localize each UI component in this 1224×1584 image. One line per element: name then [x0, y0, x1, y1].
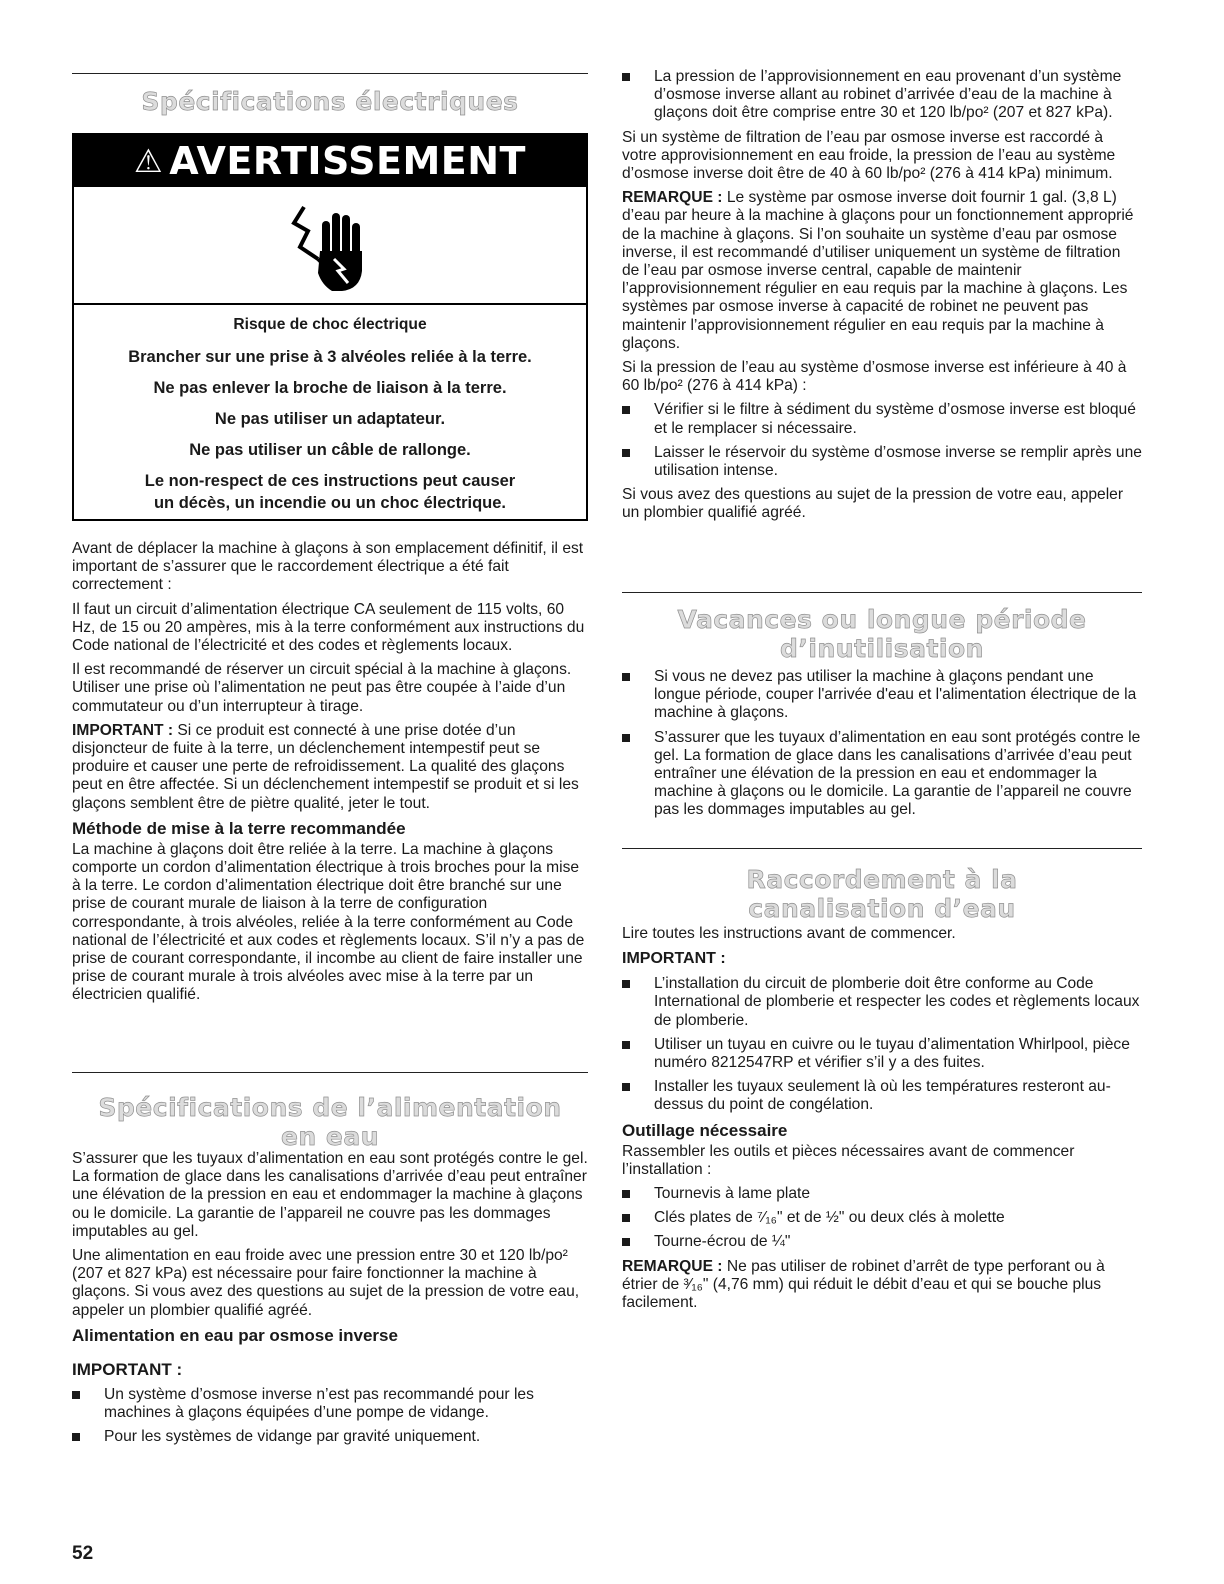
important-heading: IMPORTANT : — [72, 1359, 183, 1379]
ro-cont-bullets — [622, 68, 1142, 123]
warning-divider — [74, 303, 586, 305]
note-label: REMARQUE : — [622, 189, 723, 207]
paragraph: Il est recommandé de réserver un circuit spécial à la machine à glaçons. Utiliser une prise où l’alimentation ne peut pas être coupée à l’aide d’un commutateur ou d’un interrupteur à tirage. — [72, 661, 572, 715]
tools-heading: Outillage nécessaire — [622, 1120, 788, 1140]
list-item: La pression de l’approvisionnement en eau provenant d’un système d’osmose inverse allant au robinet d’arrivée d’eau de la machine à glaçons doit être comprise entre 30 et 120 lb/po² (207 et 827 kPa). — [622, 68, 1142, 123]
paragraph: La machine à glaçons doit être reliée à la terre. La machine à glaçons comporte un cordon d’alimentation électrique à trois broches pour la mise à la terre. Le cordon d’alimentation électrique doit être branché sur une prise de courant murale de liaison à la terre de configuration correspondante, à trois alvéoles, reliée à la terre conformément au Code national de l’électricité et aux codes et règlements locaux. S’il n’y a pas de prise de courant correspondante, il incombe au client de faire installer une prise de courant murale à trois alvéoles avec mise à la terre par un électricien qualifié. — [72, 840, 585, 1004]
list-item: Tourne-écrou de ¼" — [622, 1233, 1142, 1251]
plumbing-title-line2: canalisation d’eau — [748, 894, 1016, 923]
paragraph: Rassembler les outils et pièces nécessaires avant de commencer l’installation : — [622, 1142, 1075, 1178]
paragraph: Si vous avez des questions au sujet de la pression de votre eau, appeler un plombier qualifié agréé. — [622, 486, 1124, 522]
water-supply-title-line1: Spécifications de l’alimentation — [98, 1093, 562, 1122]
warning-line: un décès, un incendie ou un choc électrique. — [153, 494, 507, 512]
paragraph: Avant de déplacer la machine à glaçons à son emplacement définitif, il est important de s’assurer que le raccordement électrique a été fait correctement : — [72, 540, 584, 594]
list-item: Vérifier si le filtre à sédiment du système d’osmose inverse est bloqué et le remplacer si nécessaire. — [622, 401, 1142, 437]
warning-triangle-icon: ⚠ — [134, 142, 164, 180]
list-item: Clés plates de ⁷⁄₁₆" et de ½" ou deux clés à molette — [622, 1209, 1142, 1227]
ro-heading: Alimentation en eau par osmose inverse — [72, 1325, 398, 1345]
paragraph: Si un système de filtration de l’eau par osmose inverse est raccordé à votre approvisionnement en eau froide, la pression de l’eau au système d’osmose inverse doit être de 40 à 60 lb/po² (276 à 414 kPa) minimum. — [622, 128, 1116, 183]
note-text: Ne pas utiliser de robinet d’arrêt de type perforant ou à étrier de ³⁄₁₆" (4,76 mm) qui réduit le débit d’eau et qui se bouche plus facilement. — [622, 1257, 1105, 1312]
list-item: Utiliser un tuyau en cuivre ou le tuyau d’alimentation Whirlpool, pièce numéro 8212547RP et vérifier s’il y a des fuites. — [622, 1036, 1142, 1072]
note-text: Le système par osmose inverse doit fournir 1 gal. (3,8 L) d’eau par heure à la machine à glaçons pour un fonctionnement approprié de la machine à glaçons. Si l’on souhaite un système d’eau par osmose inverse, il est recommandé d’utiliser uniquement un système de filtration de l’eau par osmose inverse central, capable de maintenir l’approvisionnement régulier en eau requis par la machine à glaçons. Les systèmes par osmose inverse à capacité de robinet ne peuvent pas maintenir l’approvisionnement régulier en eau requis par la machine à glaçons. — [622, 189, 1134, 352]
page-number: 52 — [72, 1543, 94, 1564]
paragraph: Une alimentation en eau froide avec une pression entre 30 et 120 lb/po² (207 et 827 kPa) est nécessaire pour faire fonctionner la machine à glaçons. Si vous avez des questions au sujet de la pression de votre eau, appeler un plombier qualifié agréé. — [72, 1247, 580, 1319]
section-rule — [622, 848, 1142, 849]
warning-line: Ne pas utiliser un câble de rallonge. — [189, 441, 471, 459]
important-paragraph — [72, 722, 588, 813]
list-item: Tournevis à lame plate — [622, 1185, 1142, 1203]
electrical-body — [72, 540, 588, 1011]
vacation-title-line2: d’inutilisation — [780, 634, 984, 663]
electric-shock-hand-icon — [274, 201, 384, 297]
warning-line: Ne pas utiliser un adaptateur. — [214, 410, 446, 428]
paragraph: S’assurer que les tuyaux d’alimentation en eau sont protégés contre le gel. La formation de glace dans les canalisations d’arrivée d’eau peut entraîner une élévation de la pression en eau et endommager la machine à glaçons ou le domicile. La garantie de l’appareil ne couvre pas les dommages imputables au gel. — [72, 1150, 588, 1240]
ro-continued — [622, 68, 1142, 529]
list-item: Installer les tuyaux seulement là où les températures resteront au-dessus du point de congélation. — [622, 1078, 1142, 1114]
warning-box — [72, 133, 588, 521]
paragraph: Il faut un circuit d’alimentation électrique CA seulement de 115 volts, 60 Hz, de 15 ou 20 ampères, mis à la terre conformément aux instructions du Code national de l’électricité et des codes et règlements locaux. — [72, 600, 585, 655]
important-label: IMPORTANT : — [72, 721, 174, 739]
warning-line: Ne pas enlever la broche de liaison à la terre. — [153, 379, 507, 397]
water-supply-body — [72, 1150, 588, 1452]
note-paragraph — [622, 189, 1142, 353]
paragraph: Lire toutes les instructions avant de commencer. — [622, 925, 956, 942]
warning-line: Le non-respect de ces instructions peut causer — [144, 472, 516, 490]
warning-lines — [74, 315, 586, 513]
warning-line: Risque de choc électrique — [233, 316, 427, 333]
section-rule — [72, 73, 588, 74]
plumbing-bullets — [622, 975, 1142, 1114]
list-item: S’assurer que les tuyaux d’alimentation en eau sont protégés contre le gel. La formation de glace dans les canalisations d’arrivée d’eau peut entraîner une élévation de la pression en eau et endommager la machine à glaçons ou le domicile. La garantie de l’appareil ne couvre pas les dommages imputables au gel. — [622, 729, 1142, 820]
warning-header — [74, 135, 586, 187]
list-item: Un système d’osmose inverse n’est pas recommandé pour les machines à glaçons équipées d’une pompe de vidange. — [72, 1386, 588, 1422]
vacation-body — [622, 668, 1142, 826]
ro-pressure-bullets — [622, 401, 1142, 480]
ground-heading: Méthode de mise à la terre recommandée — [72, 818, 406, 838]
vacation-bullets — [622, 668, 1142, 820]
plumbing-body — [622, 925, 1142, 1318]
vacation-title-line1: Vacances ou longue période — [677, 605, 1087, 634]
list-item: Laisser le réservoir du système d’osmose inverse se remplir après une utilisation intense. — [622, 444, 1142, 480]
list-item: Si vous ne devez pas utiliser la machine à glaçons pendant une longue période, couper l'arrivée d'eau et l'alimentation électrique de la machine à glaçons. — [622, 668, 1142, 723]
important-text: Si ce produit est connecté à une prise dotée d’un disjoncteur de fuite à la terre, un déclenchement intempestif peut se produire et causer une perte de refroidissement. La qualité des glaçons peut en être affectée. Si un déclenchement intempestif se produit et si les glaçons semblent être de piètre qualité, jeter le tout. — [72, 721, 579, 812]
list-item: Pour les systèmes de vidange par gravité uniquement. — [72, 1428, 588, 1446]
section-rule — [622, 592, 1142, 593]
section-rule — [72, 1072, 588, 1073]
list-item: L’installation du circuit de plomberie doit être conforme au Code International de plomberie et respecter les codes et règlements locaux de plomberie. — [622, 975, 1142, 1030]
warning-line: Brancher sur une prise à 3 alvéoles reliée à la terre. — [128, 348, 532, 366]
tools-list — [622, 1185, 1142, 1252]
note-label: REMARQUE : — [622, 1257, 723, 1275]
plumbing-title-line1: Raccordement à la — [746, 865, 1018, 894]
paragraph: Si la pression de l’eau au système d’osmose inverse est inférieure à 40 à 60 lb/po² (276 à 414 kPa) : — [622, 359, 1127, 395]
electrical-title: Spécifications électriques — [141, 87, 519, 116]
warning-header-label: AVERTISSEMENT — [169, 139, 526, 183]
water-supply-title-line2: en eau — [280, 1122, 380, 1151]
ro-bullets — [72, 1386, 588, 1447]
important-heading: IMPORTANT : — [622, 950, 726, 968]
note-paragraph — [622, 1258, 1142, 1313]
